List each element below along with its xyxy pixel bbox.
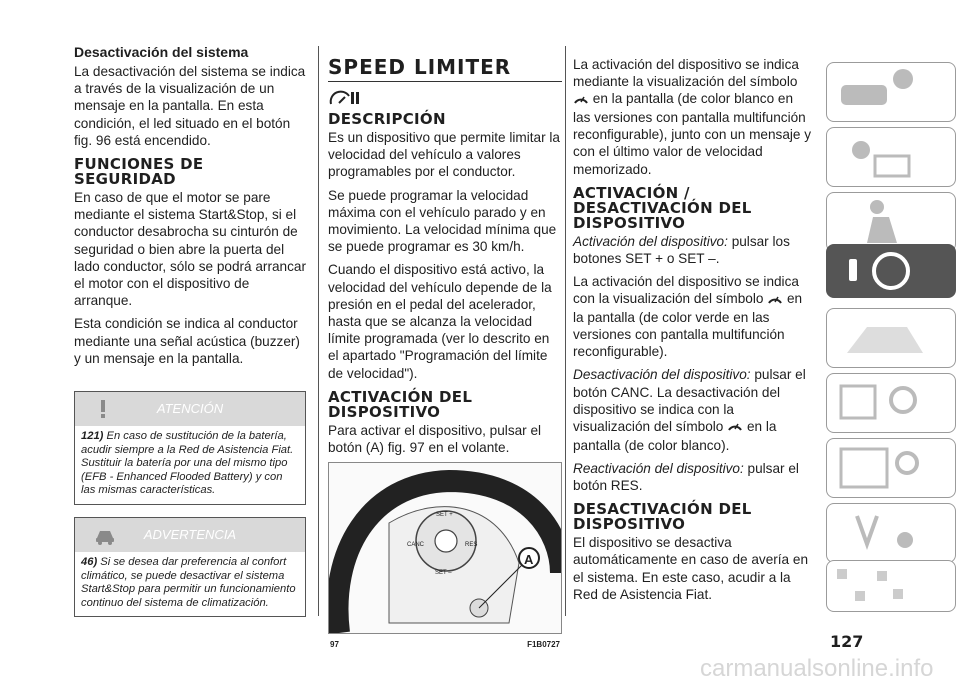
text: pulsar el botón CANC. La desactivación del dispositivo se indica con la visualización del símbolo [573,367,806,435]
paragraph: Se puede programar la velocidad máxima con el vehículo parado y en movimiento. La velocidad mínima que se puede programar es 30 km/h. [328,187,557,255]
label-desactivacion: Desactivación del dispositivo: [573,367,751,383]
paragraph [573,233,813,267]
paragraph [573,273,813,360]
chapter-tab-emergency[interactable] [826,308,956,368]
column-2 [328,56,562,653]
button-res: RES [465,542,478,549]
subheading-desactivacion: Desactivación del sistema [74,44,249,60]
emergency-icon [827,309,947,365]
speed-limiter-symbol-icon [573,91,589,109]
note-text: Si se desea dar preferencia al confort climático, se puede desactivar el sistema Start&Stop para permitir un funcionamiento continuo del sistema de climatización. [81,556,296,609]
warning-lights-icon [827,128,947,184]
speed-limiter-symbol-icon [767,291,783,309]
chapter-tab-driving[interactable] [826,244,956,298]
paragraph [573,460,813,494]
steering-wheel-icon [827,245,947,297]
advertencia-title: ADVERTENCIA [143,527,237,543]
note-number: 46) [81,556,98,569]
column-divider-left [318,46,319,616]
paragraph: La desactivación del sistema se indica a través de la visualización de un mensaje en la pantalla. En esta condición, el led situado en el botón fig. 96 está encendido. [74,64,306,148]
button-set-minus: SET – [435,570,452,577]
note-text: En caso de sustitución de la batería, acudir siempre a la Red de Asistencia Fiat. Sustituir la batería por una del mismo tipo (EFB - Enhanced Flooded Battery) y con las mismas características. [81,430,294,497]
text: pulsar el botón RES. [573,460,799,493]
advertencia-body [75,552,305,616]
title-rule [328,81,562,82]
label-reactivacion: Reactivación del dispositivo: [573,460,744,476]
column-3 [573,56,813,603]
figure-steering-wheel [328,462,562,634]
chapter-tab-index[interactable] [826,560,956,612]
heading-desactivacion: DESACTIVACIÓN DEL DISPOSITIVO [573,500,752,534]
button-set-plus: SET + [436,512,453,519]
label-activacion: Activación del dispositivo: [573,233,728,249]
paragraph: El dispositivo se desactiva automáticamente en caso de avería en el sistema. En este caso, acudir a la Red de Asistencia Fiat. [573,535,809,602]
chapter-tab-multimedia[interactable] [826,503,956,563]
text: pulsar los botones SET + o SET –. [573,233,790,266]
page-title-speed-limiter: SPEED LIMITER [328,55,512,79]
text: en la pantalla (de color blanco). [573,419,777,453]
text: en la pantalla (de color blanco en las versiones con pantalla multifunción reconfigurable), junto con un mensaje y con el último valor de velocidad memorizado. [573,91,812,177]
alphabet-index-icon [827,561,947,611]
atencion-header [75,392,305,426]
advertencia-header [75,518,305,552]
chapter-tab-info[interactable] [826,62,956,122]
chapter-tab-technical[interactable] [826,438,956,498]
button-canc: CANC [407,542,425,549]
car-info-icon [827,63,947,119]
callout-a: A [524,552,534,568]
atencion-box [74,391,306,505]
column-divider-right [565,46,566,616]
paragraph: Cuando el dispositivo está activo, la velocidad del vehículo depende de la presión en el pedal del acelerador, hasta que se alcanza la velocidad límite programada (ver lo descrito en el apartado "Programación del límite de velocidad"). [328,262,552,381]
column-1 [74,44,306,617]
seatbelt-icon [827,193,947,249]
heading-activacion: ACTIVACIÓN DEL DISPOSITIVO [328,387,473,421]
note-number: 121) [81,430,104,443]
heading-descripcion: DESCRIPCIÓN [328,110,446,128]
atencion-title: ATENCIÓN [156,401,224,417]
atencion-body [75,426,305,504]
technical-data-icon [827,439,947,495]
multimedia-icon [827,504,947,560]
paragraph: En caso de que el motor se pare mediante el sistema Start&Stop, si el conductor desabrocha su cinturón de seguridad o bien abre la puerta del lado conductor, sólo se podrá arrancar el motor con el dispositivo de arranque. [74,190,306,309]
speed-limiter-icon [328,88,562,110]
heading-activacion-desactivacion: ACTIVACIÓN / DESACTIVACIÓN DEL DISPOSITIVO [573,183,752,232]
paragraph: Esta condición se indica al conductor mediante una señal acústica (buzzer) y un mensaje en la pantalla. [74,316,300,366]
text: La activación del dispositivo se indica mediante la visualización del símbolo [573,57,799,90]
chapter-tab-lights[interactable] [826,127,956,187]
maintenance-icon [827,374,947,430]
chapter-tab-safety[interactable] [826,192,956,252]
watermark: carmanualsonline.info [700,655,934,682]
speed-limiter-symbol-icon [727,418,743,436]
advertencia-box [74,517,306,617]
figure-number: 97 [330,640,339,650]
page-number: 127 [830,632,864,651]
paragraph [573,366,813,453]
heading-funciones-seguridad: FUNCIONES DE SEGURIDAD [74,155,204,189]
text: La activación del dispositivo se indica con la visualización del símbolo [573,274,799,307]
paragraph: Es un dispositivo que permite limitar la velocidad del vehículo a valores programables por el conductor. [328,130,560,180]
figure-code: F1B0727 [527,640,560,650]
paragraph: Para activar el dispositivo, pulsar el botón (A) fig. 97 en el volante. [328,422,542,456]
figure-caption [328,634,562,653]
steering-wheel-illustration [329,463,561,633]
chapter-tab-maintenance[interactable] [826,373,956,433]
text: en la pantalla (de color verde en las versiones con pantalla multifunción reconfigurable). [573,291,803,360]
paragraph [573,56,813,178]
